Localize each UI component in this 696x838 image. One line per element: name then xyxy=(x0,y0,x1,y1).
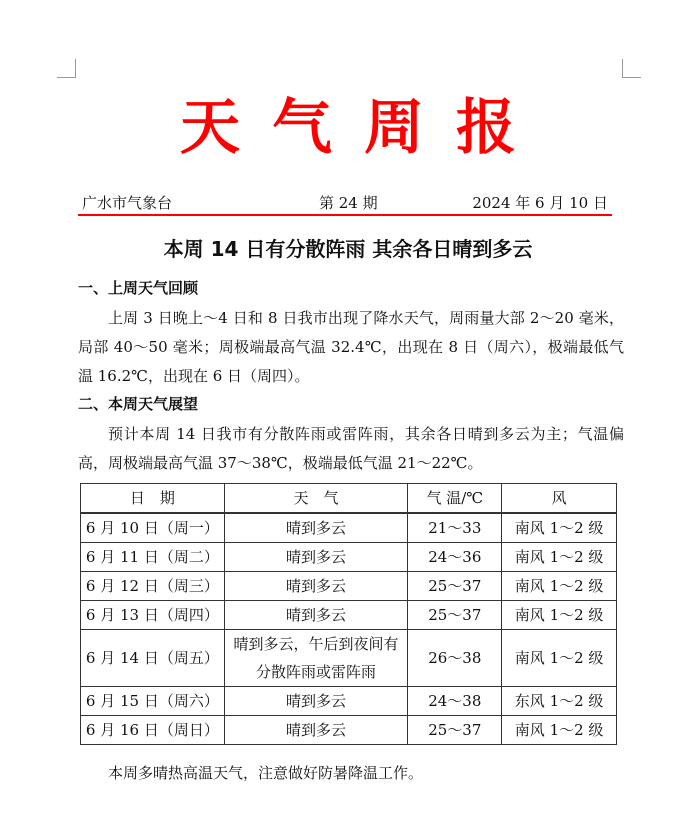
section-title-outlook: 二、本周天气展望 xyxy=(78,395,199,413)
table-row xyxy=(81,513,617,543)
cell-wind: 南风 1～2 级 xyxy=(502,630,617,687)
cell-weather: 晴到多云 xyxy=(224,687,408,716)
headline: 本周 14 日有分散阵雨 其余各日晴到多云 xyxy=(163,237,533,261)
cell-wind: 南风 1～2 级 xyxy=(502,601,617,630)
cell-date: 6 月 11 日（周二） xyxy=(81,543,225,572)
cell-weather: 晴到多云，午后到夜间有分散阵雨或雷阵雨 xyxy=(224,630,408,687)
cell-temperature: 25～37 xyxy=(408,716,502,745)
table-row xyxy=(81,543,617,572)
review-paragraph: 上周 3 日晚上～4 日和 8 日我市出现了降水天气，周雨量大部 2～20 毫米，局部 40～50 毫米；周极端最高气温 32.4℃，出现在 8 日（周六），极端最低气温 16.2℃，出现在 6 日（周四）。 xyxy=(78,309,624,385)
table-row xyxy=(81,572,617,601)
cell-date: 6 月 13 日（周四） xyxy=(81,601,225,630)
crop-mark-top-left xyxy=(57,59,76,78)
cell-date: 6 月 15 日（周六） xyxy=(81,687,225,716)
table-row xyxy=(81,687,617,716)
table-row xyxy=(81,630,617,687)
cell-wind: 南风 1～2 级 xyxy=(502,543,617,572)
table-row xyxy=(81,716,617,745)
issue-header-line xyxy=(78,192,612,216)
cell-date: 6 月 10 日（周一） xyxy=(81,513,225,543)
column-header-wind: 风 xyxy=(502,484,617,514)
column-header-weather: 天 气 xyxy=(224,484,408,514)
cell-temperature: 24～38 xyxy=(408,687,502,716)
cell-date: 6 月 16 日（周日） xyxy=(81,716,225,745)
outlook-paragraph: 预计本周 14 日我市有分散阵雨或雷阵雨，其余各日晴到多云为主；气温偏高，周极端最高气温 37～38℃，极端最低气温 21～22℃。 xyxy=(78,425,624,472)
section-title-review: 一、上周天气回顾 xyxy=(78,279,199,297)
cell-wind: 东风 1～2 级 xyxy=(502,687,617,716)
cell-weather: 晴到多云 xyxy=(224,513,408,543)
cell-date: 6 月 14 日（周五） xyxy=(81,630,225,687)
issue-number: 第 24 期 xyxy=(319,194,378,212)
cell-temperature: 21～33 xyxy=(408,513,502,543)
cell-wind: 南风 1～2 级 xyxy=(502,572,617,601)
issue-date: 2024 年 6 月 10 日 xyxy=(472,194,608,212)
cell-date: 6 月 12 日（周三） xyxy=(81,572,225,601)
column-header-temperature: 气 温/℃ xyxy=(408,484,502,514)
cell-temperature: 26～38 xyxy=(408,630,502,687)
masthead-title: 天气周报 xyxy=(180,93,548,163)
column-header-date: 日 期 xyxy=(81,484,225,514)
organization-name: 广水市气象台 xyxy=(82,194,173,212)
cell-wind: 南风 1～2 级 xyxy=(502,716,617,745)
cell-temperature: 25～37 xyxy=(408,601,502,630)
cell-temperature: 24～36 xyxy=(408,543,502,572)
table-header-row xyxy=(81,484,617,514)
cell-temperature: 25～37 xyxy=(408,572,502,601)
cell-weather: 晴到多云 xyxy=(224,572,408,601)
table-row xyxy=(81,601,617,630)
cell-weather: 晴到多云 xyxy=(224,543,408,572)
footer-note: 本周多晴热高温天气，注意做好防暑降温工作。 xyxy=(108,764,424,782)
cell-weather: 晴到多云 xyxy=(224,601,408,630)
cell-wind: 南风 1～2 级 xyxy=(502,513,617,543)
crop-mark-top-right xyxy=(622,59,641,78)
forecast-table xyxy=(80,483,617,745)
cell-weather: 晴到多云 xyxy=(224,716,408,745)
